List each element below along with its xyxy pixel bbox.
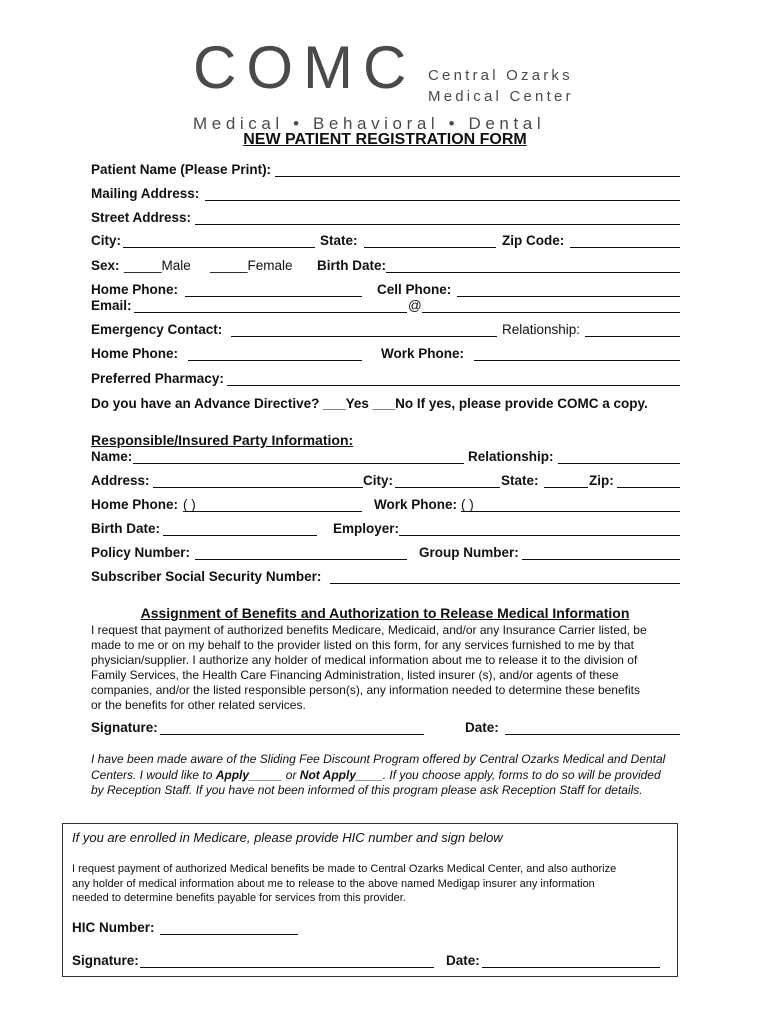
resp-employer-field[interactable]: [399, 521, 680, 536]
assignment-line: I request that payment of authorized benefits Medicare, Medicaid, and/or any Insurance Carrier listed, be: [91, 623, 647, 637]
hic-number-label: HIC Number:: [72, 920, 155, 935]
emergency-work-phone-field[interactable]: [474, 346, 680, 361]
email-label: Email:: [91, 298, 132, 313]
hic-number-field[interactable]: [160, 920, 298, 935]
sliding-fee-line: by Reception Staff. If you have not been informed of this program please ask Reception Staff for details.: [91, 783, 643, 797]
birth-date-label: Birth Date:: [317, 258, 387, 273]
resp-relationship-field[interactable]: [558, 449, 680, 464]
resp-city-label: City:: [363, 473, 393, 488]
medicare-line: any holder of medical information about me to release to the above named Medigap insurer any information: [72, 877, 595, 890]
state-label: State:: [320, 233, 358, 248]
assignment-signature-field[interactable]: [160, 720, 424, 735]
logo-name-line1: Central Ozarks: [428, 67, 573, 84]
birth-date-field[interactable]: [386, 258, 680, 273]
emergency-contact-label: Emergency Contact:: [91, 322, 223, 337]
medicare-line: needed to determine benefits payable for services from this provider.: [72, 892, 406, 904]
sex-female-option[interactable]: _____Female: [210, 258, 293, 273]
advance-directive-question: Do you have an Advance Directive? ___Yes ___No If yes, please provide COMC a copy.: [91, 396, 648, 411]
policy-number-field[interactable]: [195, 545, 407, 560]
group-number-label: Group Number:: [419, 545, 519, 560]
resp-birth-date-field[interactable]: [163, 521, 317, 536]
resp-address-field[interactable]: [153, 473, 363, 488]
medicare-line: I request payment of authorized Medical benefits be made to Central Ozarks Medical Center, and also authorize: [72, 863, 617, 875]
resp-zip-label: Zip:: [589, 473, 614, 488]
responsible-party-heading: Responsible/Insured Party Information:: [91, 432, 354, 448]
form-title: NEW PATIENT REGISTRATION FORM: [243, 131, 527, 148]
resp-birth-date-label: Birth Date:: [91, 521, 161, 536]
zip-field[interactable]: [570, 233, 680, 248]
cell-phone-label: Cell Phone:: [377, 282, 452, 297]
emergency-home-phone-label: Home Phone:: [91, 346, 179, 361]
subscriber-ssn-field[interactable]: [330, 569, 680, 584]
emergency-home-phone-field[interactable]: [188, 346, 362, 361]
assignment-heading: Assignment of Benefits and Authorization to Release Medical Information: [140, 605, 630, 621]
assignment-line: companies, and/or the listed responsible person(s), any information needed to determine these benefits: [91, 683, 640, 697]
medicare-heading: If you are enrolled in Medicare, please provide HIC number and sign below: [72, 830, 503, 845]
resp-home-phone-field[interactable]: [183, 497, 362, 512]
medicare-paragraph: [72, 862, 670, 906]
city-label: City:: [91, 233, 121, 248]
pharmacy-field[interactable]: [227, 371, 680, 386]
street-address-field[interactable]: [195, 210, 680, 225]
emergency-work-phone-label: Work Phone:: [381, 346, 465, 361]
apply-option[interactable]: Apply: [215, 767, 250, 782]
mailing-address-label: Mailing Address:: [91, 186, 200, 201]
resp-work-phone-label: Work Phone:: [374, 497, 458, 512]
state-field[interactable]: [364, 233, 496, 248]
resp-city-field[interactable]: [395, 473, 500, 488]
medicare-signature-label: Signature:: [72, 953, 139, 968]
resp-home-area-code: ( ): [183, 497, 196, 512]
group-number-field[interactable]: [522, 545, 680, 560]
resp-work-phone-field[interactable]: [461, 497, 680, 512]
subscriber-ssn-label: Subscriber Social Security Number:: [91, 569, 322, 584]
assignment-date-field[interactable]: [505, 720, 680, 735]
resp-address-label: Address:: [91, 473, 150, 488]
assignment-paragraph: [91, 623, 691, 713]
medicare-date-label: Date:: [446, 953, 480, 968]
pharmacy-label: Preferred Pharmacy:: [91, 371, 224, 386]
sex-male-option[interactable]: _____Male: [124, 258, 191, 273]
emergency-relationship-label: Relationship:: [502, 322, 581, 337]
sliding-fee-line: [91, 768, 691, 784]
sliding-fee-text: ____. If you choose apply, forms to do so will be provided: [356, 767, 661, 782]
sliding-fee-notice: [91, 752, 691, 799]
assignment-line: physician/supplier. I authorize any holder of medical information about me to release it to the division of: [91, 653, 638, 667]
resp-name-field[interactable]: [133, 449, 464, 464]
assignment-line: made to me or on my behalf to the provider listed on this form, for any services furnished to me by that: [91, 638, 634, 652]
resp-work-area-code: ( ): [461, 497, 474, 512]
policy-number-label: Policy Number:: [91, 545, 191, 560]
medicare-date-field[interactable]: [482, 953, 660, 968]
home-phone-field[interactable]: [185, 282, 362, 297]
logo-tagline: Medical • Behavioral • Dental: [193, 114, 546, 133]
patient-name-field[interactable]: [275, 162, 680, 177]
resp-state-field[interactable]: [544, 473, 588, 488]
home-phone-label: Home Phone:: [91, 282, 179, 297]
street-address-label: Street Address:: [91, 210, 192, 225]
emergency-contact-field[interactable]: [231, 322, 497, 337]
sliding-fee-text: _____ or: [249, 767, 300, 782]
sliding-fee-line: I have been made aware of the Sliding Fee Discount Program offered by Central Ozarks Medical and Dental: [91, 752, 666, 766]
not-apply-option[interactable]: Not Apply: [299, 767, 357, 782]
cell-phone-field[interactable]: [457, 282, 680, 297]
assignment-line: Family Services, the Health Care Financing Administration, listed insurer (s), and/or agents of these: [91, 668, 619, 682]
resp-zip-field[interactable]: [617, 473, 680, 488]
medicare-signature-field[interactable]: [140, 953, 434, 968]
patient-name-label: Patient Name (Please Print):: [91, 162, 272, 177]
resp-home-phone-label: Home Phone:: [91, 497, 179, 512]
city-field[interactable]: [123, 233, 315, 248]
resp-name-label: Name:: [91, 449, 133, 464]
resp-state-label: State:: [501, 473, 539, 488]
logo-mark: COMC: [193, 34, 417, 101]
email-at-sign: @: [408, 298, 422, 313]
emergency-relationship-field[interactable]: [585, 322, 680, 337]
resp-employer-label: Employer:: [333, 521, 400, 536]
assignment-signature-label: Signature:: [91, 720, 158, 735]
mailing-address-field[interactable]: [205, 186, 680, 201]
sliding-fee-text: Centers. I would like to: [91, 767, 216, 782]
resp-relationship-label: Relationship:: [468, 449, 554, 464]
sex-label: Sex:: [91, 258, 120, 273]
email-user-field[interactable]: [134, 298, 407, 313]
zip-label: Zip Code:: [502, 233, 565, 248]
assignment-date-label: Date:: [465, 720, 499, 735]
logo-name-line2: Medical Center: [428, 88, 574, 105]
email-domain-field[interactable]: [422, 298, 680, 313]
assignment-line: or the benefits for other related services.: [91, 698, 306, 712]
